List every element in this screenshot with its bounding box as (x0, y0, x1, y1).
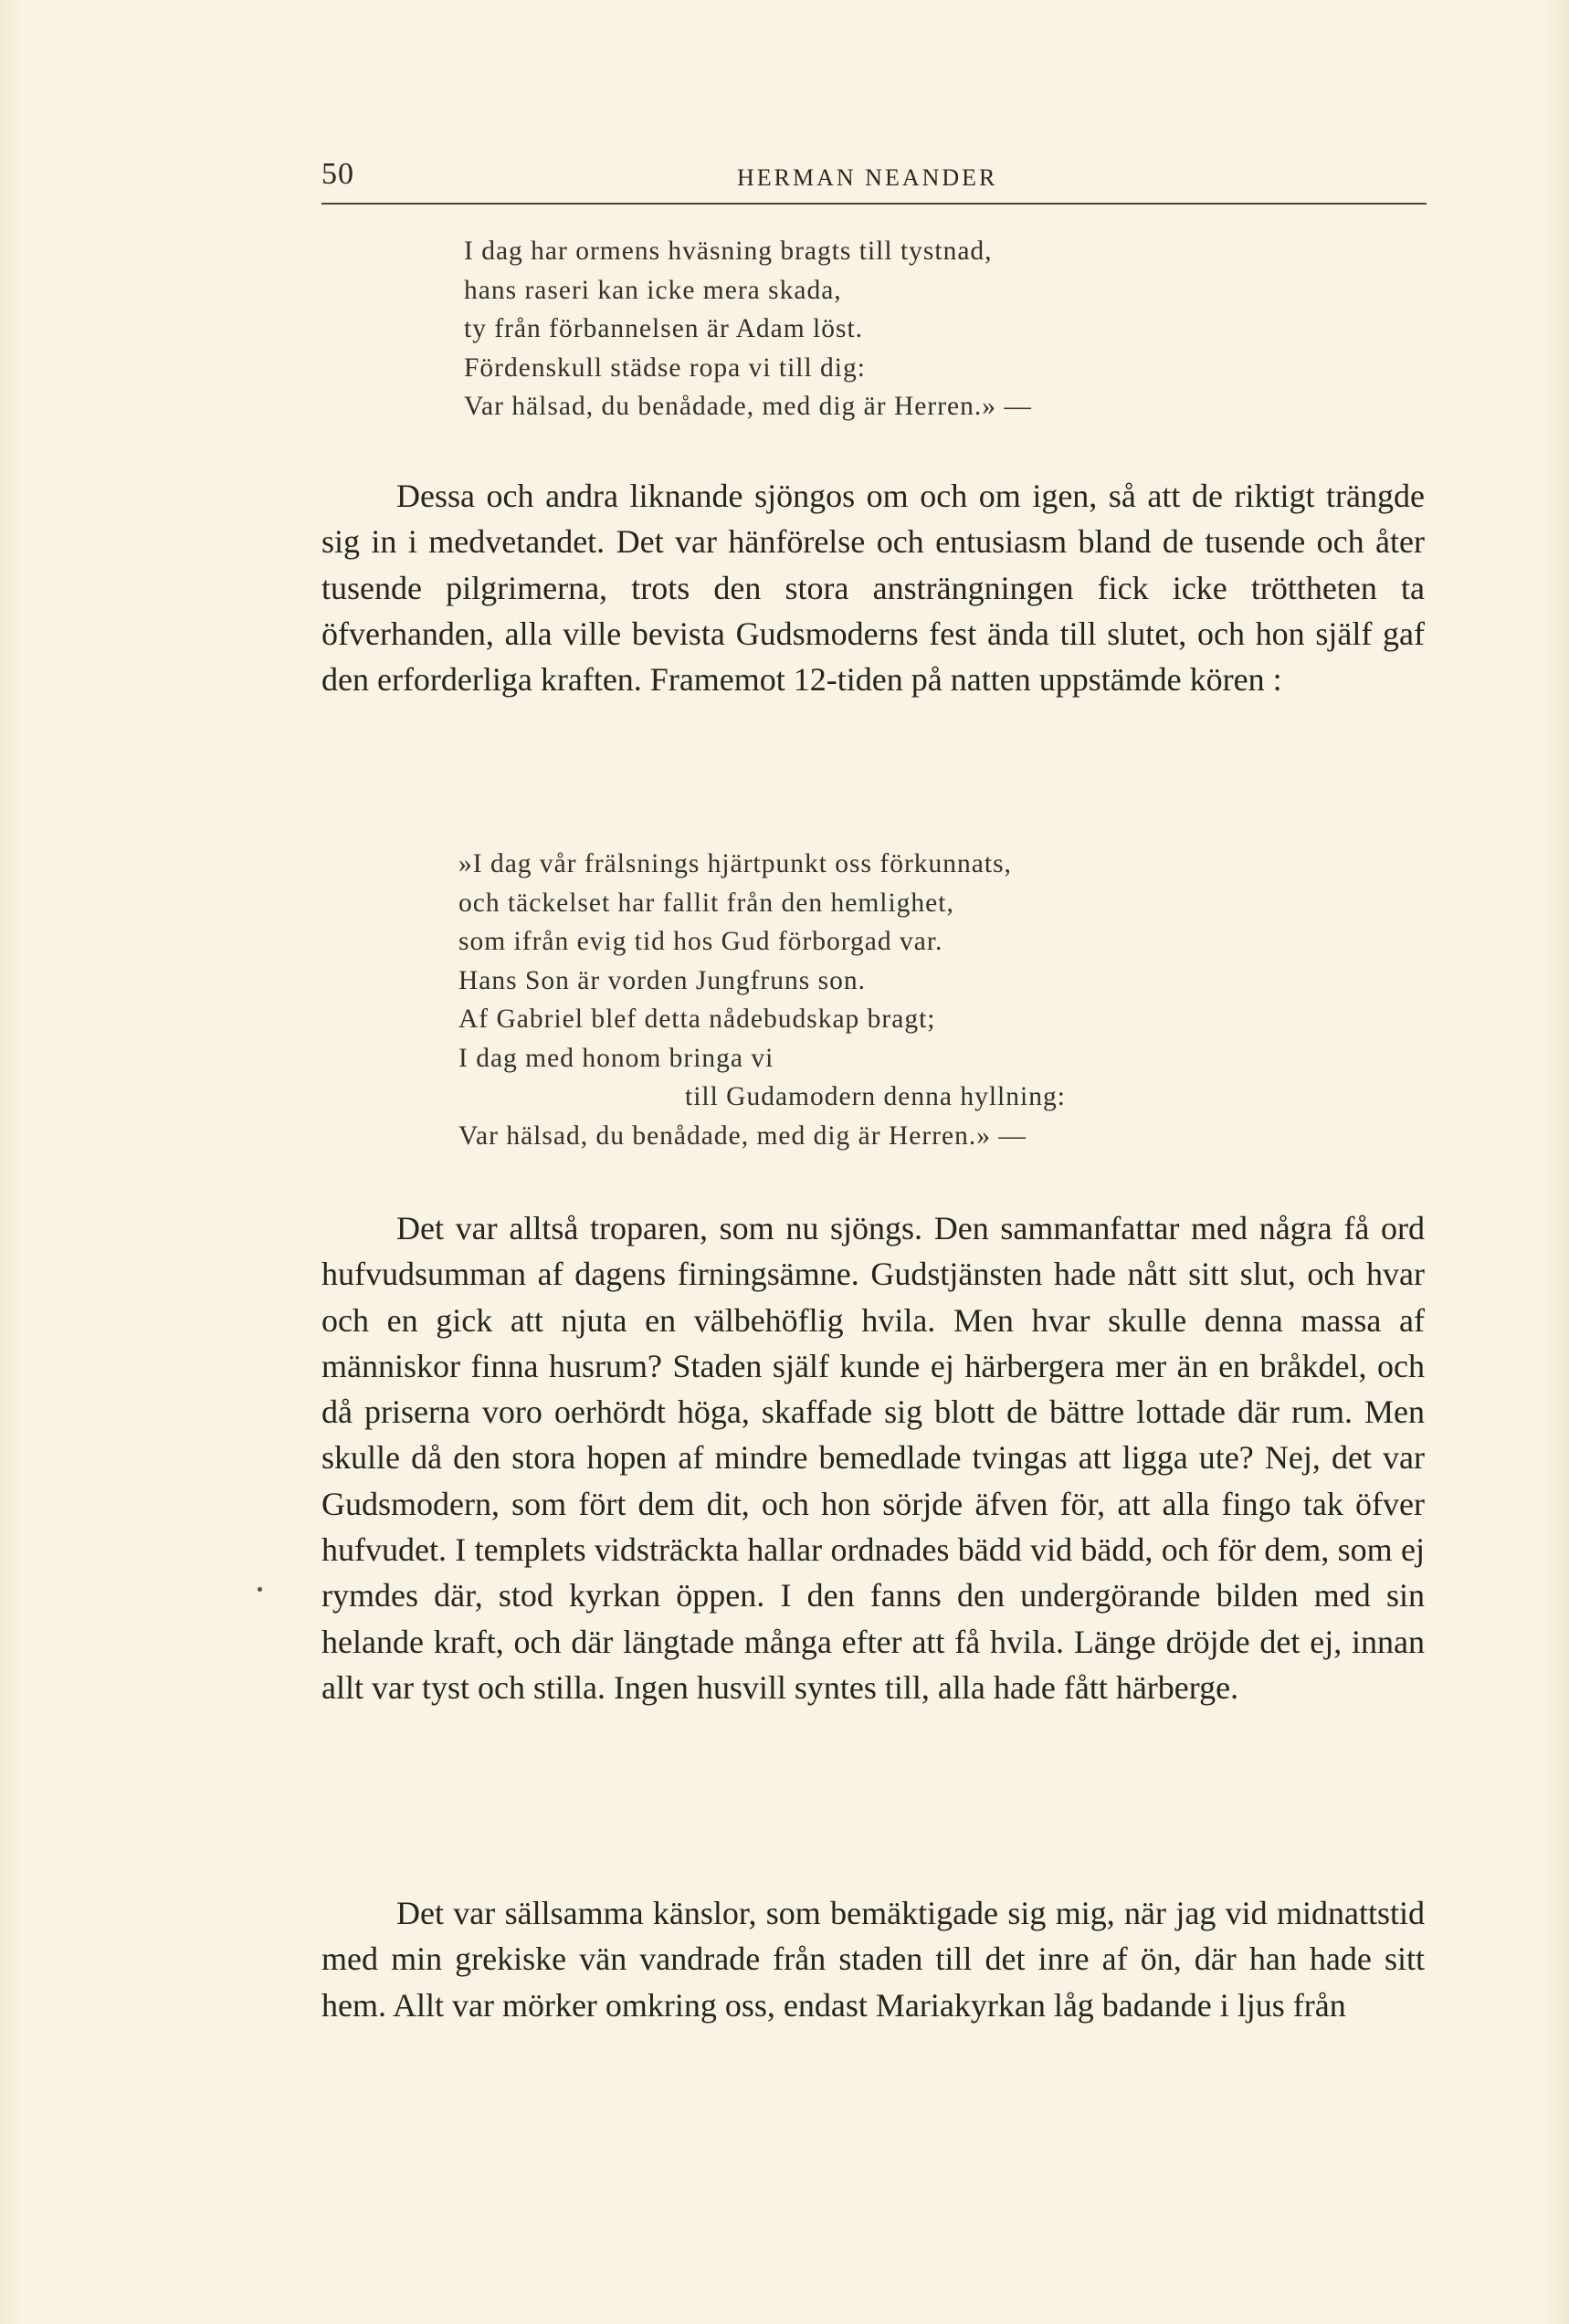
verse-line: som ifrån evig tid hos Gud förborgad var. (458, 927, 943, 956)
verse-line: och täckelset har fallit från den hemlighet, (458, 888, 954, 918)
paragraph-3 (321, 1890, 1425, 2028)
verse-line: Var hälsad, du benådade, med dig är Herren.» — (458, 1120, 1027, 1151)
page-header (321, 157, 1427, 205)
paragraph-text: Dessa och andra liknande sjöngos om och om igen, så att de riktigt trängde sig in i medvetandet. Det var hänförelse och entusiasm bland de tusende och åter tusende pilgrimerna, trots den stora ansträngningen fick icke tröttheten ta öfverhanden, alla ville bevista Gudsmoderns fest ända till slutet, och hon själf gaf den erforderliga kraften. Framemot 12-tiden på natten uppstämde kören : (321, 478, 1425, 699)
paragraph-text: Det var sällsamma känslor, som bemäktigade sig mig, när jag vid midnattstid med min grekiske vän vandrade från staden till det inre af ön, där han hade sitt hem. Allt var mörker omkring oss, endast Mariakyrkan låg badande i ljus från (321, 1895, 1425, 2024)
verse-line: I dag har ormens hväsning bragts till tystnad, (464, 237, 993, 266)
ink-speck (258, 1587, 262, 1592)
paragraph-1 (321, 473, 1425, 702)
verse-line: hans raseri kan icke mera skada, (464, 275, 842, 305)
page-number: 50 (321, 157, 354, 191)
verse-line: till Gudamodern denna hyllning: (685, 1082, 1066, 1111)
verse-line: Hans Son är vorden Jungfruns son. (458, 965, 866, 995)
verse-line: Fördenskull städse ropa vi till dig: (464, 352, 866, 383)
verse-line: Var hälsad, du benådade, med dig är Herren.» — (464, 392, 1032, 421)
verse-line: Af Gabriel blef detta nådebudskap bragt; (458, 1004, 936, 1034)
verse-block-1 (464, 232, 1032, 426)
verse-line: »I dag vår frälsnings hjärtpunkt oss förkunnats, (458, 849, 1012, 878)
verse-line: ty från förbannelsen är Adam löst. (464, 314, 864, 343)
running-head: HERMAN NEANDER (737, 164, 998, 191)
paragraph-2 (321, 1205, 1425, 1710)
paragraph-text: Det var alltså troparen, som nu sjöngs. Den sammanfattar med några få ord hufvudsumman af dagens firningsämne. Gudstjänsten hade nått sitt slut, och hvar och en gick att njuta en välbehöflig hvila. Men hvar skulle denna massa af människor finna husrum? Staden själf kunde ej härbergera mer än en bråkdel, och då priserna voro oerhördt höga, skaffade sig blott de bättre lottade där rum. Men skulle då den stora hopen af mindre bemedlade tvingas att ligga ute? Nej, det var Gudsmodern, som fört dem dit, och hon sörjde äfven för, att alla fingo tak öfver hufvudet. I templets vidsträckta hallar ordnades bädd vid bädd, och för dem, som ej rymdes där, stod kyrkan öppen. I den fanns den undergörande bilden med sin helande kraft, och där längtade många efter att få hvila. Länge dröjde det ej, innan allt var tyst och stilla. Ingen husvill syntes till, alla hade fått härberge. (321, 1210, 1425, 1706)
verse-line: I dag med honom bringa vi (458, 1043, 774, 1073)
verse-block-2 (458, 845, 1066, 1155)
